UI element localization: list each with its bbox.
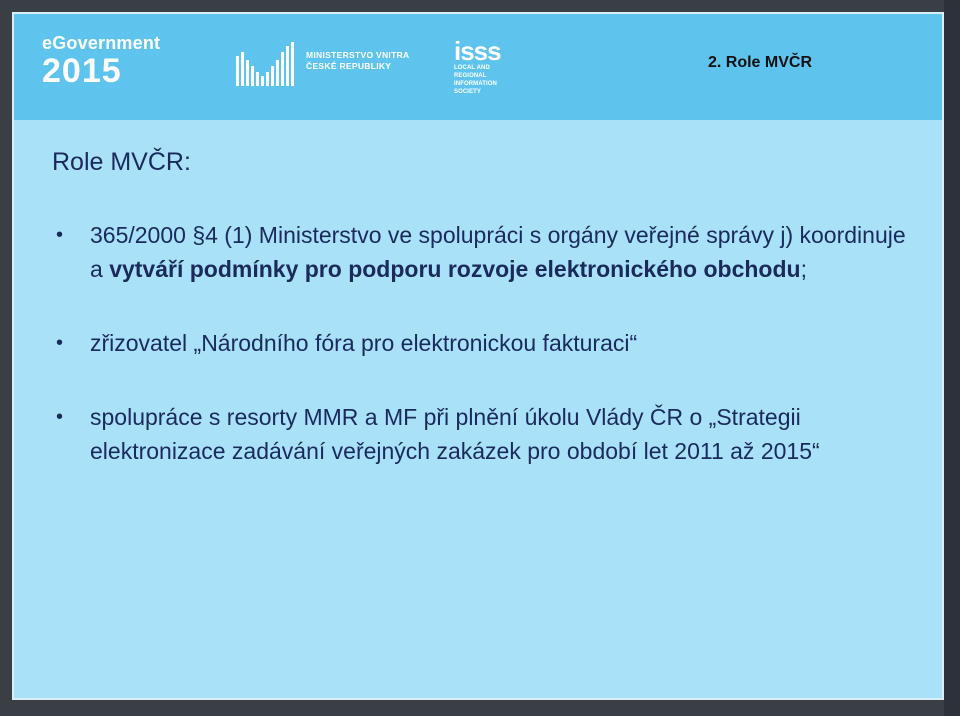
bullet1-suffix: ;	[800, 256, 807, 282]
egovernment-logo	[42, 34, 160, 88]
bullet1-bold-text: vytváří podmínky pro podporu rozvoje elektronického obchodu	[109, 256, 801, 282]
window-edge	[944, 0, 960, 716]
isss-logo	[454, 38, 524, 98]
bullet-list	[52, 218, 912, 508]
header-bar	[14, 14, 942, 120]
isss-logo-mark: isss	[454, 36, 501, 66]
slide-title: Role MVČR:	[52, 148, 191, 176]
egov-logo-line1: eGovernment	[42, 33, 161, 53]
egov-logo-line2: 2015	[42, 52, 122, 90]
ministry-logo	[236, 42, 426, 92]
ministry-text	[306, 50, 409, 72]
slide-section-tag: 2. Role MVČR	[707, 54, 812, 71]
isss-logo-line2: INFORMATION SOCIETY	[454, 81, 497, 95]
slide	[12, 12, 944, 700]
isss-logo-line1: LOCAL AND REGIONAL	[454, 65, 490, 79]
bullet-item-forum: • zřizovatel „Národního fóra pro elektronickou fakturaci“	[52, 326, 912, 360]
bullet-item-law	[52, 218, 912, 286]
ministry-text-line2: ČESKÉ REPUBLIKY	[306, 61, 392, 71]
ministry-text-line1: MINISTERSTVO VNITRA	[306, 50, 410, 60]
bullet-item-cooperation: • spolupráce s resorty MMR a MF při plnění úkolu Vlády ČR o „Strategii elektronizace zadávání veřejných zakázek pro období let 2011 až 2015“	[52, 400, 912, 468]
ministry-emblem-icon	[236, 42, 298, 86]
bullet1-text: 365/2000 §4 (1) Ministerstvo ve spolupráci s orgány veřejné správy j) koordinuje a	[90, 222, 906, 282]
